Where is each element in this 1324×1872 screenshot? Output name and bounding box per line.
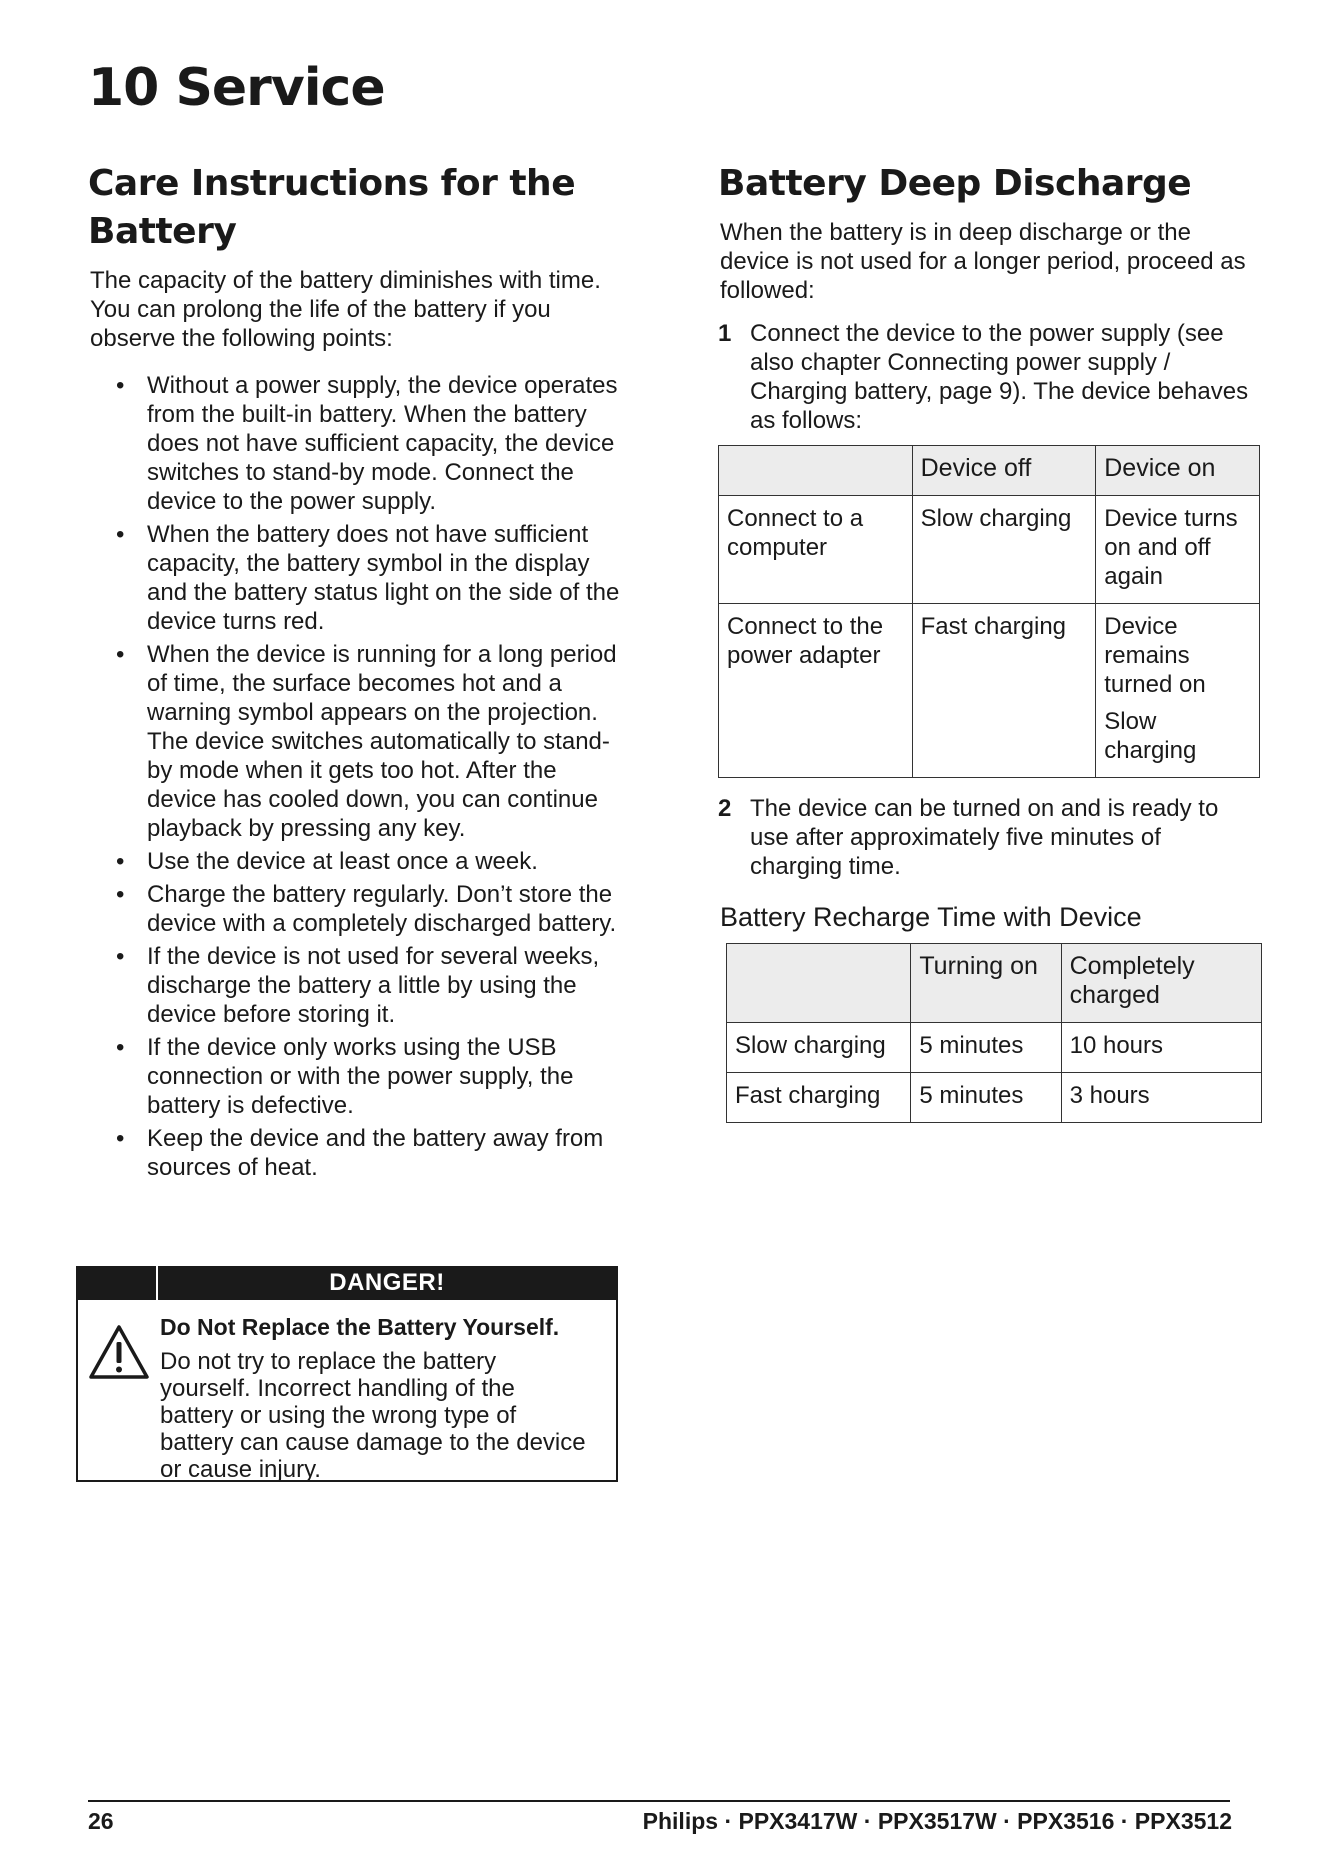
- table-header-cell: Device on: [1096, 446, 1260, 496]
- danger-label: DANGER!: [329, 1269, 445, 1296]
- step-text: Connect the device to the power supply (see also chapter Connecting power supply / Charging battery, page 9). The device behaves as follows:: [750, 320, 1249, 434]
- list-item: • If the device is not used for several weeks, discharge the battery a little by using the device before storing it.: [116, 943, 600, 1028]
- table-header-cell: Device off: [912, 446, 1096, 496]
- table-row: [727, 1023, 1262, 1073]
- list-item: • Charge the battery regularly. Don’t store the device with a completely discharged battery.: [116, 881, 617, 937]
- recharge-time-table: [726, 943, 1262, 1123]
- table-cell: [1096, 604, 1260, 778]
- table-cell: Connect to a computer: [719, 496, 913, 604]
- bullet-icon: •: [116, 641, 125, 668]
- step-item: [718, 319, 1258, 435]
- list-item: • If the device only works using the USB connection or with the power supply, the battery is defective.: [116, 1034, 574, 1119]
- table-cell: Slow charging: [912, 496, 1096, 604]
- table-row: [719, 604, 1260, 778]
- page-number: 26: [88, 1808, 114, 1834]
- table-row: [719, 496, 1260, 604]
- table-header-cell: Turning on: [911, 944, 1061, 1023]
- step-item: [718, 794, 1258, 881]
- deep-discharge-intro: When the battery is in deep discharge or the device is not used for a longer period, proceed as followed:: [720, 219, 1246, 304]
- deep-discharge-steps-continued: [718, 794, 1258, 881]
- table-cell: Connect to the power adapter: [719, 604, 913, 778]
- list-item: • When the battery does not have sufficient capacity, the battery symbol in the display and the battery status light on the side of the device turns red.: [116, 521, 620, 635]
- step-number: 2: [718, 795, 732, 822]
- bullet-icon: •: [116, 372, 125, 399]
- chapter-title: 10 Service: [88, 58, 385, 118]
- table-header-row: [719, 446, 1260, 496]
- bullet-icon: •: [116, 1034, 125, 1061]
- deep-discharge-heading: Battery Deep Discharge: [718, 163, 1192, 204]
- care-instructions-heading: Care Instructions for the Battery: [88, 163, 576, 252]
- bullet-icon: •: [116, 1125, 125, 1152]
- warning-triangle-icon: [88, 1324, 150, 1380]
- table-header-cell: Completely charged: [1061, 944, 1261, 1023]
- list-item: • Use the device at least once a week.: [116, 848, 538, 875]
- danger-text: Do not try to replace the battery yourself. Incorrect handling of the battery or using the wrong type of battery can cause damage to the device or cause injury.: [160, 1348, 586, 1483]
- table-header-row: [727, 944, 1262, 1023]
- bullet-icon: •: [116, 943, 125, 970]
- table-cell: Slow charging: [727, 1023, 911, 1073]
- table-cell: Device turns on and off again: [1096, 496, 1260, 604]
- list-item: • When the device is running for a long period of time, the surface becomes hot and a warning symbol appears on the projection. The device switches automatically to stand-by mode when it gets too hot. After the device has cooled down, you can continue playback by pressing any key.: [116, 641, 617, 842]
- recharge-time-heading: Battery Recharge Time with Device: [720, 902, 1142, 932]
- list-item: • Keep the device and the battery away from sources of heat.: [116, 1125, 604, 1181]
- danger-notice: [76, 1266, 618, 1482]
- table-cell: Fast charging: [912, 604, 1096, 778]
- step-number: 1: [718, 320, 732, 347]
- bullet-icon: •: [116, 881, 125, 908]
- table-header-cell: [719, 446, 913, 496]
- step-text: The device can be turned on and is ready to use after approximately five minutes of charging time.: [750, 795, 1219, 880]
- cell-line: Slow charging: [1104, 708, 1197, 764]
- danger-header-bar: [78, 1266, 616, 1300]
- cell-line: Device remains turned on: [1104, 613, 1206, 698]
- deep-discharge-steps: [718, 319, 1258, 435]
- left-column: [88, 160, 624, 1186]
- footer-divider: [88, 1800, 1230, 1802]
- table-cell: 10 hours: [1061, 1023, 1261, 1073]
- bullet-icon: •: [116, 848, 125, 875]
- table-cell: 5 minutes: [911, 1073, 1061, 1123]
- footer-product-models: Philips · PPX3417W · PPX3517W · PPX3516 · PPX3512: [642, 1808, 1232, 1834]
- danger-title: Do Not Replace the Battery Yourself.: [160, 1314, 560, 1340]
- table-cell: 5 minutes: [911, 1023, 1061, 1073]
- table-cell: Fast charging: [727, 1073, 911, 1123]
- table-header-cell: [727, 944, 911, 1023]
- bullet-icon: •: [116, 521, 125, 548]
- care-instructions-intro: The capacity of the battery diminishes with time. You can prolong the life of the battery if you observe the following points:: [90, 267, 601, 352]
- table-cell: 3 hours: [1061, 1073, 1261, 1123]
- care-bullet-list: [88, 371, 624, 1182]
- list-item: • Without a power supply, the device operates from the built-in battery. When the battery does not have sufficient capacity, the device switches to stand-by mode. Connect the device to the power supply.: [116, 372, 618, 515]
- right-column: [718, 160, 1258, 1123]
- table-row: [727, 1073, 1262, 1123]
- device-behavior-table: [718, 445, 1260, 778]
